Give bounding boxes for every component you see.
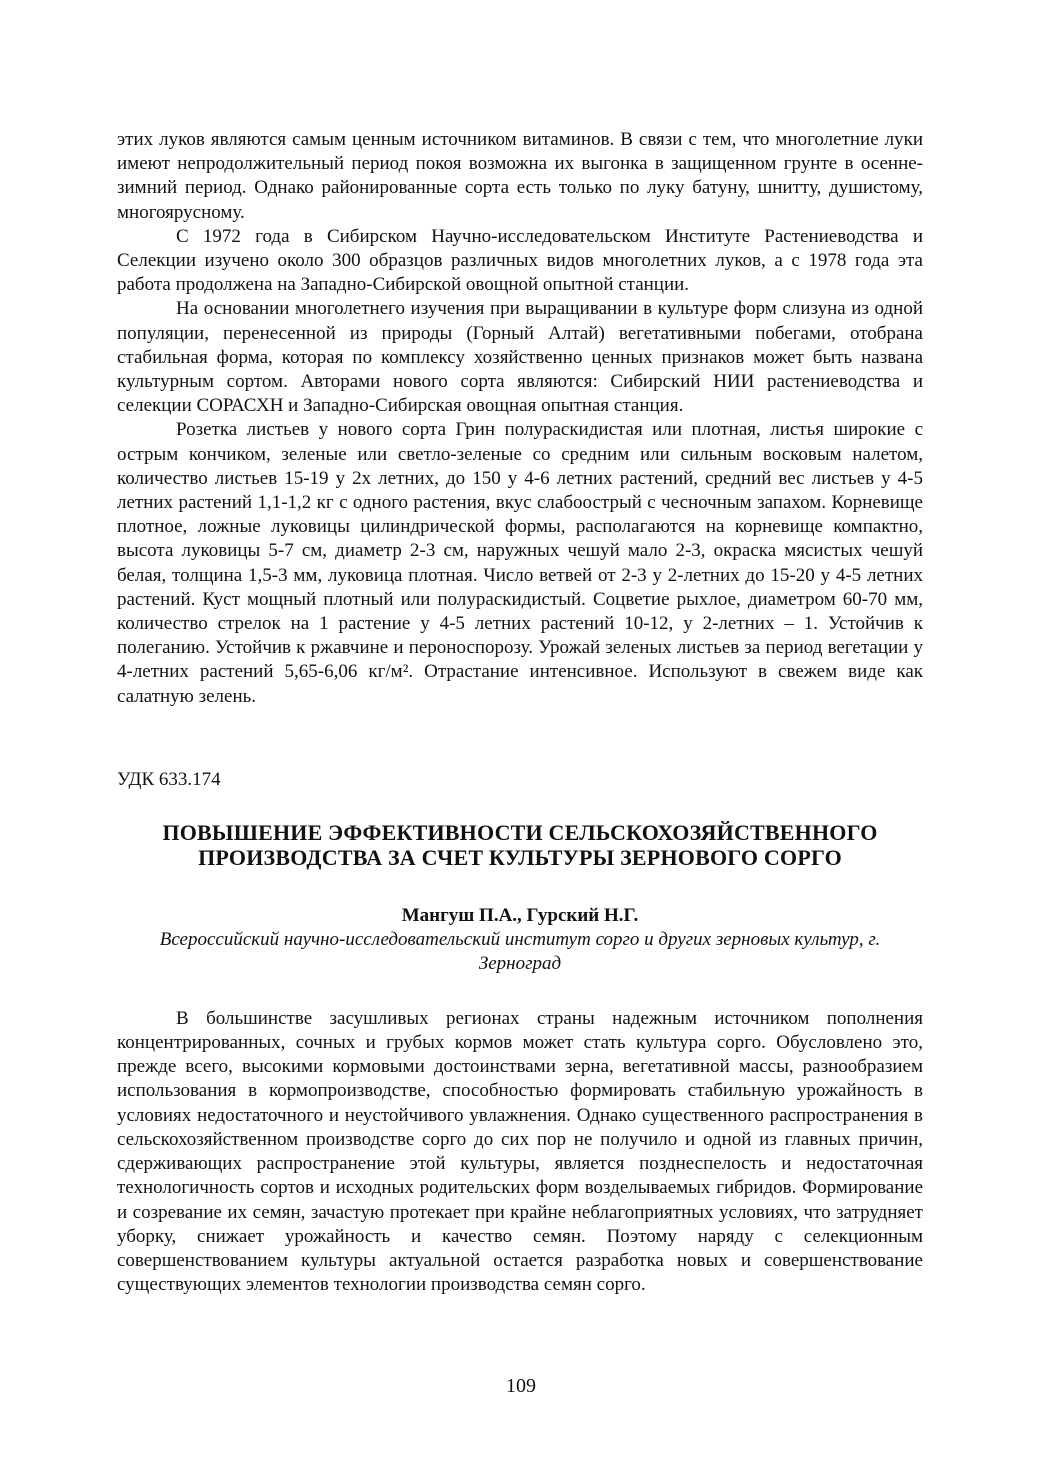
article-authors: Мангуш П.А., Гурский Н.Г. [401, 904, 639, 926]
article-title-line-2: ПРОИЗВОДСТВА ЗА СЧЕТ КУЛЬТУРЫ ЗЕРНОВОГО СОРГО [198, 844, 842, 870]
prev-article-paragraph-1: этих луков являются самым ценным источником витаминов. В связи с тем, что многолетние луки имеют непродолжительный период покоя возможна их выгонка в защищенном грунте в осенне-зимний период. Однако районированные сорта есть только по луку батуну, шнитту, душистому, многоярусному. [117, 129, 923, 223]
page-number: 109 [506, 1375, 536, 1397]
prev-article-paragraph-4: Розетка листьев у нового сорта Грин полураскидистая или плотная, листья широкие с острым кончиком, зеленые или светло-зеленые со средним или сильным восковым налетом, количество листьев 15-19 у 2х летних, до 150 у 4-6 летних растений, средний вес листьев у 4-5 летних растений 1,1-1,2 кг с одного растения, вкус слабоострый с чесночным запахом. Корневище плотное, ложные луковицы цилиндрической формы, располагаются на корневище компактно, высота луковицы 5-7 см, диаметр 2-3 см, наружных чешуй мало 2-3, окраска мясистых чешуй белая, толщина 1,5-3 мм, луковица плотная. Число ветвей от 2-3 у 2-летних до 15-20 у 4-5 летних растений. Куст мощный плотный или полураскидистый. Соцветие рыхлое, диаметром 60-70 мм, количество стрелок на 1 растение у 4-5 летних растений 10-12, у 2-летних – 1. Устойчив к полеганию. Устойчив к ржавчине и пероноспорозу. Урожай зеленых листьев за период вегетации у 4-летних растений 5,65-6,06 кг/м². Отрастание интенсивное. Используют в свежем виде как салатную зелень. [117, 419, 923, 707]
prev-article-paragraph-2: С 1972 года в Сибирском Научно-исследовательском Институте Растениеводства и Селекции изучено около 300 образцов различных видов многолетних луков, а с 1978 года эта работа продолжена на Западно-Сибирской овощной опытной станции. [117, 225, 923, 296]
udk-code: УДК 633.174 [117, 768, 221, 790]
article-title [117, 820, 923, 870]
article-affiliation: Всероссийский научно-исследовательский институт сорго и других зерновых культур, г. Зерноград [159, 928, 881, 974]
prev-article-paragraph-3: На основании многолетнего изучения при выращивании в культуре форм слизуна из одной популяции, перенесенной из природы (Горный Алтай) вегетативными побегами, отобрана стабильная форма, которая по комплексу хозяйственно ценных признаков может быть названа культурным сортом. Авторами нового сорта являются: Сибирский НИИ растениеводства и селекции СОРАСХН и Западно-Сибирская овощная опытная станция. [117, 298, 923, 417]
page-content [117, 128, 923, 1297]
article-body-paragraph: В большинстве засушливых регионах страны надежным источником пополнения концентрированных, сочных и грубых кормов может стать культура сорго. Обусловлено это, прежде всего, высокими кормовыми достоинствами зерна, вегетативной массы, разнообразием использования в кормопроизводстве, способностью формировать стабильную урожайность в условиях недостаточного и неустойчивого увлажнения. Однако существенного распространения в сельскохозяйственном производстве сорго до сих пор не получило и одной из главных причин, сдерживающих распространение этой культуры, является позднеспелость и недостаточная технологичность сортов и исходных родительских форм возделываемых гибридов. Формирование и созревание их семян, зачастую протекает при крайне неблагоприятных условиях, что затрудняет уборку, снижает урожайность и качество семян. Поэтому наряду с селекционным совершенствованием культуры актуальной остается разработка новых и совершенствование существующих элементов технологии производства семян сорго. [117, 1007, 923, 1296]
article-title-line-1: ПОВЫШЕНИЕ ЭФФЕКТИВНОСТИ СЕЛЬСКОХОЗЯЙСТВЕННОГО [162, 819, 878, 845]
